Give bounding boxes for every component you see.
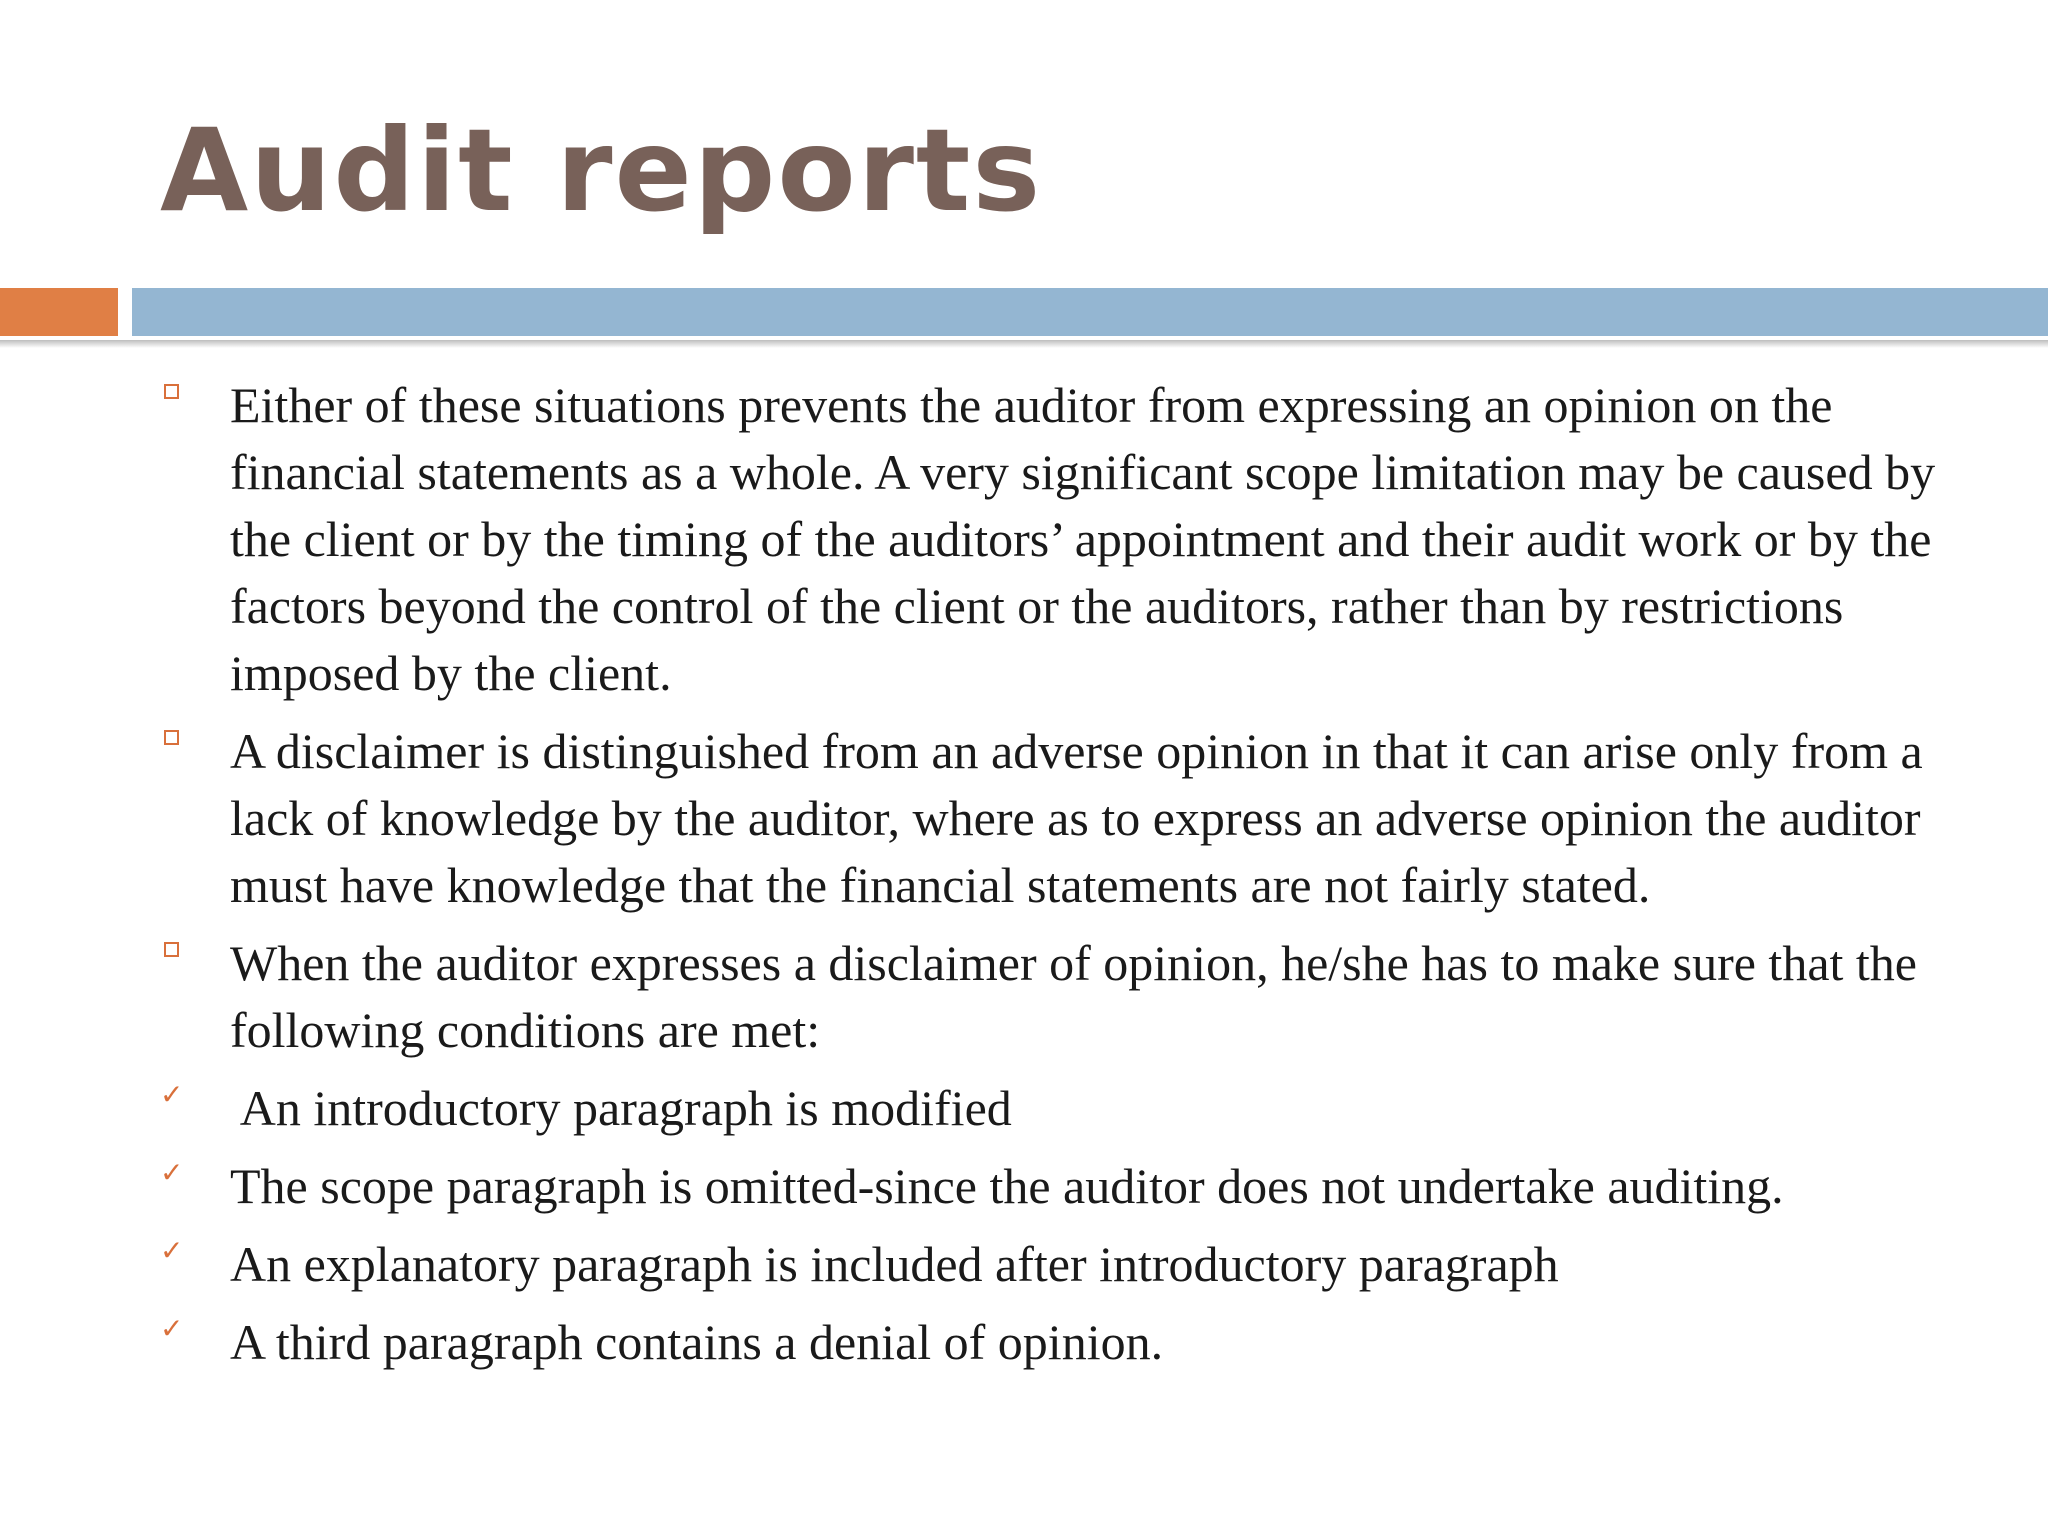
list-item-text: Either of these situations prevents the auditor from expressing an opinion on the financial statements as a whole. A very significant scope limitation may be caused by the client or by the timing of the auditors’ appointment and their audit work or by the factors beyond the control of the client or the auditors, rather than by restrictions imposed by the client. bbox=[230, 377, 1936, 701]
square-bullet-icon bbox=[160, 930, 200, 997]
accent-bar-blue bbox=[132, 288, 2048, 336]
check-bullet-icon: ✓ bbox=[160, 1156, 184, 1189]
list-item-text: The scope paragraph is omitted-since the auditor does not undertake auditing. bbox=[230, 1158, 1784, 1214]
list-item-text: An explanatory paragraph is included after introductory paragraph bbox=[230, 1236, 1559, 1292]
square-bullet-icon bbox=[160, 718, 200, 785]
list-item-text: When the auditor expresses a disclaimer of opinion, he/she has to make sure that the following conditions are met: bbox=[230, 935, 1917, 1058]
list-item-text: A third paragraph contains a denial of opinion. bbox=[230, 1314, 1164, 1370]
accent-bar-orange bbox=[0, 288, 118, 336]
square-bullet-icon bbox=[160, 372, 200, 439]
list-item bbox=[158, 1231, 1938, 1298]
slide-title: Audit reports bbox=[160, 104, 1043, 237]
check-bullet-icon: ✓ bbox=[160, 1234, 184, 1267]
list-item bbox=[158, 1075, 1938, 1142]
check-bullet-icon: ✓ bbox=[160, 1312, 184, 1345]
list-item bbox=[158, 930, 1938, 1064]
list-item bbox=[158, 718, 1938, 919]
check-bullet-icon: ✓ bbox=[160, 1078, 184, 1111]
list-item-text: An introductory paragraph is modified bbox=[230, 1080, 1012, 1136]
list-item-text: A disclaimer is distinguished from an adverse opinion in that it can arise only from a lack of knowledge by the auditor, where as to express an adverse opinion the auditor must have knowledge that the financial statements are not fairly stated. bbox=[230, 723, 1923, 913]
bullet-list bbox=[158, 372, 1938, 1387]
list-item bbox=[158, 1309, 1938, 1376]
list-item bbox=[158, 372, 1938, 707]
accent-bar-shadow bbox=[0, 340, 2048, 348]
list-item bbox=[158, 1153, 1938, 1220]
